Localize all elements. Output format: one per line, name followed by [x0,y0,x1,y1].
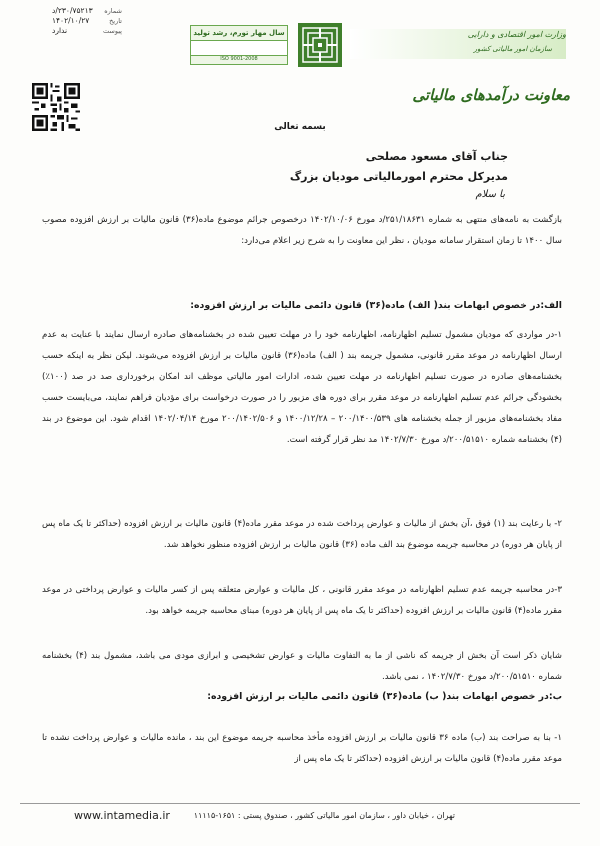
footer-address: تهران ، خیابان داور ، سازمان امور مالیاتی کشور ، صندوق پستی : ۱۶۵۱-۱۱۱۱۵ [193,811,455,820]
recipient-name: جناب آقای مسعود مصلحی [365,150,508,163]
paragraph-a1: ۱-در مواردی که مودیان مشمول تسلیم اظهارنامه، اظهارنامه خود را در مهلت تعیین شده در بخشنامه‌های صادره ارسال نمایند با عنایت به عدم ارسال اظهارنامه در موعد مقرر قانونی، مشمول جریمه بند ( الف) ماده(۳۶) قانون مالیات بر ارزش افزوده می‌شوند. لیکن نظر به اینکه حسب بخشنامه‌های صادره در صورت تسلیم اظهارنامه در مهلت تعیین شده، ادارات امور مالیاتی موظف اند امکان برخورداری صد در صد (۱۰۰٪) بخشودگی جرائم عدم تسلیم اظهارنامه در موعد مقرر برای دوره های مزبور را در صورت درخواست برای مؤدیان فراهم نمایند، می‌بایست حسب مفاد بخشنامه‌های مزبور از جمله بخشنامه های ۲۰۰/۱۴۰۰/۵۳۹ – ۱۴۰۰/۱۲/۲۸ و ۲۰۰/۱۴۰۲/۵۰۶ مورخ ۱۴۰۲/۰۴/۱۴ اقدام شود. این موضوع در بند (۴) بخشنامه شماره ۲۰۰/۵۱۵۱۰/د مورخ ۱۴۰۲/۷/۳۰ مد نظر قرار گرفته است. [42,330,562,445]
organization-name: سازمان امور مالیاتی کشور [473,45,552,53]
section-a-heading: الف:در خصوص ابهامات بند( الف) ماده(۳۶) قانون دائمی مالیات بر ارزش افزوده: [190,300,562,311]
section-b-heading: ب:در خصوص ابهامات بند( ب) ماده(۳۶) قانون دائمی مالیات بر ارزش افزوده: [207,691,562,702]
paragraph-note: شایان ذکر است آن بخش از جریمه که ناشی از ما به التفاوت مالیات و عوارض تشخیصی و ابرازی مودی می باشد، مشمول بند (۴) بخشنامه شماره ۲۰۰/۵۱۵۱۰/د مورخ ۱۴۰۲/۷/۳۰ ، نمی باشد. [42,651,562,682]
website-link[interactable]: www.intamedia.ir [74,809,170,822]
deputy-title: معاونت درآمدهای مالیاتی [412,86,570,104]
number-label: شماره [104,7,122,15]
date-label: تاریخ [109,17,122,25]
letter-reference [52,6,122,36]
iso-label: ISO 9001-2008 [220,56,258,62]
tax-organization-emblem-icon [297,22,343,68]
recipient-title: مدیرکل محترم امورمالیاتی مودیان بزرگ [289,170,508,183]
slogan-box [190,25,288,65]
paragraph-a2: ۲- با رعایت بند (۱) فوق ،آن بخش از مالیات و عوارض پرداخت شده در موعد مقرر ماده(۴) قانون مالیات بر ارزش افزوده (حداکثر تا یک ماه پس از پایان هر دوره) در محاسبه جریمه موضوع بند الف ماده (۳۶) قانون مالیات بر ارزش افزوده منظور نخواهد شد. [42,519,562,550]
paragraph-a3: ۳-در محاسبه جریمه عدم تسلیم اظهارنامه در موعد مقرر قانونی ، کل مالیات و عوارض متعلقه پس از کسر مالیات و عوارض پرداختی در موعد مقرر ماده(۴) قانون مالیات بر ارزش افزوده (حداکثر تا یک ماه پس از پایان هر دوره) مبنای محاسبه جریمه خواهد بود. [42,585,562,616]
greeting: با سلام [475,189,505,200]
letter-number: ۲۳۰/۷۵۲۱۳/د [52,6,93,15]
letter-date: ۱۴۰۲/۱۰/۲۷ [52,16,90,25]
paragraph-b1: ۱- بنا به صراحت بند (ب) ماده ۳۶ قانون مالیات بر ارزش افزوده مأخذ محاسبه جریمه موضوع این بند ، مانده مالیات و عوارض پرداخت نشده تا موعد مقرر ماده(۴) قانون مالیات بر ارزش افزوده (حداکثر تا یک ماه پس از [42,733,562,764]
footer-divider [20,803,580,804]
attachment-value: ندارد [52,26,68,35]
basmala: بسمه تعالی [274,122,326,132]
year-slogan: سال مهار تورم، رشد تولید [193,29,285,37]
attachment-label: پیوست [103,27,122,35]
ministry-name: وزارت امور اقتصادی و دارایی [467,30,566,39]
intro-paragraph: بازگشت به نامه‌های منتهی به شماره ۲۵۱/۱۸۶۳۱/د مورخ ۱۴۰۲/۱۰/۰۶ درخصوص جرائم موضوع ماده(۳۶) قانون مالیات بر ارزش افزوده مصوب سال ۱۴۰۰ تا زمان استقرار سامانه مودیان ، نظر این معاونت را به شرح زیر اعلام می‌دارد: [42,215,562,246]
